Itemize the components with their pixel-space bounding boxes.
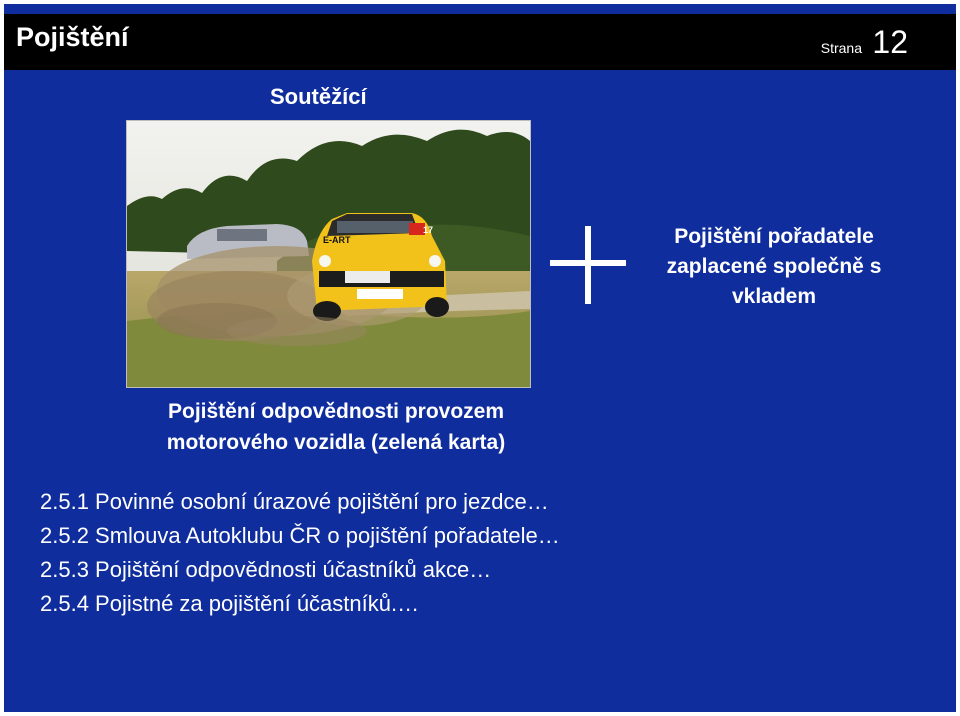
list-item: 2.5.3 Pojištění odpovědnosti účastníků akce… <box>40 557 492 582</box>
header-bar <box>4 14 956 70</box>
car-number: 17 <box>423 225 434 235</box>
list-item: 2.5.1 Povinné osobní úrazové pojištění pro jezdce… <box>40 489 549 514</box>
rally-car-photo <box>126 120 531 388</box>
insurance-items-list <box>40 485 560 621</box>
list-item: 2.5.2 Smlouva Autoklubu ČR o pojištění pořadatele… <box>40 523 560 548</box>
organizer-line-1: Pojištění pořadatele <box>674 225 874 248</box>
section-title: Soutěžící <box>270 84 367 109</box>
car-decal-left: E-ART <box>323 235 351 245</box>
slide <box>4 4 956 712</box>
plus-sign-vertical <box>585 226 591 304</box>
organizer-insurance-text <box>634 222 914 312</box>
page-label: Strana <box>820 40 862 56</box>
liability-line-1: Pojištění odpovědnosti provozem <box>167 400 505 423</box>
slide-title: Pojištění <box>16 22 129 52</box>
liability-line-2: motorového vozidla (zelená karta) <box>166 431 506 454</box>
organizer-line-3: vkladem <box>731 285 817 308</box>
liability-insurance-caption <box>116 396 556 458</box>
organizer-line-2: zaplacené společně s <box>666 255 882 278</box>
list-item: 2.5.4 Pojistné za pojištění účastníků.… <box>40 591 420 616</box>
page-number: 12 <box>872 24 908 60</box>
